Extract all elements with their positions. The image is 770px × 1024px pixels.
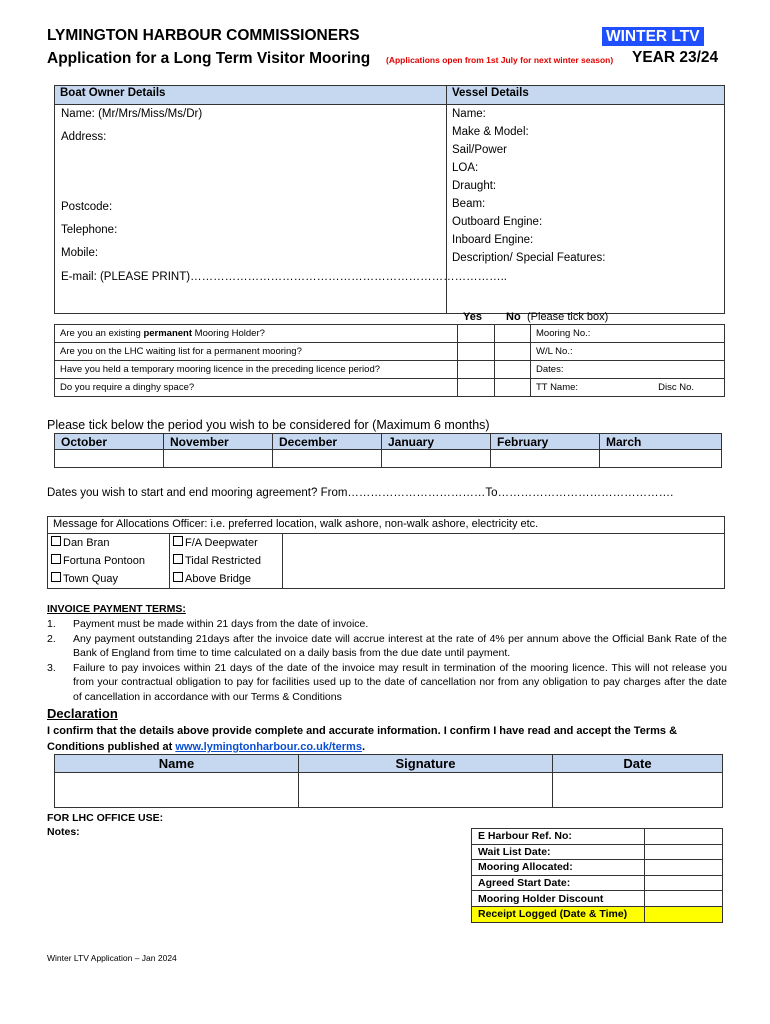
owner-postcode-field[interactable]: Postcode:	[61, 201, 113, 213]
notes-label: Notes:	[47, 826, 80, 838]
declaration-heading: Declaration	[47, 706, 118, 721]
office-use-label: FOR LHC OFFICE USE:	[47, 812, 164, 824]
location-options-col1	[48, 534, 170, 589]
office-row-label: Wait List Date:	[472, 844, 645, 860]
disc-no-label: Disc No.	[658, 382, 694, 393]
yes-checkbox[interactable]	[458, 325, 495, 343]
no-checkbox[interactable]	[495, 361, 531, 379]
invoice-heading: INVOICE PAYMENT TERMS:	[47, 603, 186, 615]
vessel-field[interactable]: LOA:	[452, 162, 479, 174]
name-column-header: Name	[55, 755, 299, 773]
invoice-terms	[47, 617, 727, 704]
month-tick-cell[interactable]	[382, 450, 491, 468]
terms-link[interactable]: www.lymingtonharbour.co.uk/terms	[175, 741, 362, 753]
option-tidal-restricted[interactable]: Tidal Restricted	[170, 552, 282, 570]
vessel-field[interactable]: Draught:	[452, 180, 497, 192]
yes-checkbox[interactable]	[458, 343, 495, 361]
org-name: LYMINGTON HARBOUR COMMISSIONERS	[47, 27, 360, 44]
yes-label: Yes	[463, 311, 482, 323]
office-value[interactable]	[645, 860, 723, 876]
vessel-field[interactable]: Make & Model:	[452, 126, 529, 138]
owner-email-field[interactable]: E-mail: (PLEASE PRINT)………………………………………………………………………..	[61, 271, 507, 283]
month-tick-cell[interactable]	[491, 450, 600, 468]
form-year: YEAR 23/24	[632, 49, 719, 66]
owner-telephone-field[interactable]: Telephone:	[61, 224, 118, 236]
checkbox-icon[interactable]	[173, 572, 183, 582]
checkbox-icon[interactable]	[173, 536, 183, 546]
date-column-header: Date	[553, 755, 723, 773]
month-tick-cell[interactable]	[55, 450, 164, 468]
signature-table	[54, 754, 723, 808]
details-table	[54, 85, 725, 314]
no-checkbox[interactable]	[495, 343, 531, 361]
office-value[interactable]	[645, 829, 723, 845]
invoice-term: 3. Failure to pay invoices within 21 days of the date of the invoice may result in termination of the mooring licence. This will not release you from your contractual obligation to pay for facilities used up to the date of cancellation nor from any obligation to pay charges after the date of cancellation in accordance with our Terms & Conditions	[47, 661, 727, 703]
vessel-field[interactable]: Inboard Engine:	[452, 234, 534, 246]
vessel-field[interactable]: Sail/Power	[452, 144, 507, 156]
office-row-label: Mooring Holder Discount	[472, 891, 645, 907]
vessel-field[interactable]: Beam:	[452, 198, 486, 210]
receipt-logged-value[interactable]	[645, 906, 723, 922]
owner-address-field[interactable]: Address:	[61, 131, 107, 143]
answer-cell[interactable]: Dates:	[531, 361, 725, 379]
owner-mobile-field[interactable]: Mobile:	[61, 247, 99, 259]
owner-name-field[interactable]: Name: (Mr/Mrs/Miss/Ms/Dr)	[61, 108, 203, 120]
answer-cell[interactable]: W/L No.:	[531, 343, 725, 361]
period-table	[54, 433, 722, 468]
applications-note: (Applications open from 1st July for next winter season)	[386, 55, 614, 65]
office-use	[47, 811, 163, 839]
vessel-field[interactable]: Outboard Engine:	[452, 216, 543, 228]
invoice-term: 2. Any payment outstanding 21days after the invoice date will accrue interest at the rate of 4% per annum above the Official Bank Rate of the Bank of England from time to time calculated on a daily basis from the due date until payment.	[47, 632, 727, 659]
month-january: January	[382, 434, 491, 450]
option-fa-deepwater[interactable]: F/A Deepwater	[170, 534, 282, 552]
message-table	[47, 516, 725, 589]
month-october: October	[55, 434, 164, 450]
winter-ltv-badge: WINTER LTV	[602, 27, 704, 46]
question-text: Are you on the LHC waiting list for a permanent mooring?	[55, 343, 458, 361]
office-table	[471, 828, 723, 923]
signature-column-header: Signature	[299, 755, 553, 773]
receipt-logged-label: Receipt Logged (Date & Time)	[472, 906, 645, 922]
invoice-term: 1. Payment must be made within 21 days from the date of invoice.	[47, 618, 369, 630]
office-value[interactable]	[645, 891, 723, 907]
option-fortuna-pontoon[interactable]: Fortuna Pontoon	[48, 552, 169, 570]
office-value[interactable]	[645, 875, 723, 891]
vessel-field[interactable]: Name:	[452, 108, 486, 120]
mooring-dates-line[interactable]: Dates you wish to start and end mooring agreement? From………………………………To……………………………………….	[47, 487, 674, 499]
month-tick-cell[interactable]	[273, 450, 382, 468]
question-text: Are you an existing permanent Mooring Holder?	[55, 325, 458, 343]
signature-input[interactable]	[299, 773, 553, 808]
period-question: Please tick below the period you wish to be considered for (Maximum 6 months)	[47, 418, 490, 432]
month-tick-cell[interactable]	[164, 450, 273, 468]
vessel-field[interactable]: Description/ Special Features:	[452, 252, 606, 264]
answer-cell[interactable]: TT Name: Disc No.	[531, 379, 725, 397]
month-march: March	[600, 434, 722, 450]
question-text: Do you require a dinghy space?	[55, 379, 458, 397]
yes-checkbox[interactable]	[458, 361, 495, 379]
message-label: Message for Allocations Officer: i.e. preferred location, walk ashore, non-walk ashore, electricity etc.	[48, 517, 725, 534]
no-checkbox[interactable]	[495, 379, 531, 397]
declaration-text: I confirm that the details above provide complete and accurate information. I confirm I have read and accept the Terms & Conditions published at www.lymingtonharbour.co.uk/terms.	[47, 725, 678, 753]
month-november: November	[164, 434, 273, 450]
option-dan-bran[interactable]: Dan Bran	[48, 534, 169, 552]
no-label: No	[506, 311, 521, 323]
checkbox-icon[interactable]	[51, 536, 61, 546]
office-row-label: E Harbour Ref. No:	[472, 829, 645, 845]
checkbox-icon[interactable]	[173, 554, 183, 564]
office-row-label: Mooring Allocated:	[472, 860, 645, 876]
option-above-bridge[interactable]: Above Bridge	[170, 570, 282, 588]
footer-text: Winter LTV Application – Jan 2024	[47, 953, 177, 963]
yes-checkbox[interactable]	[458, 379, 495, 397]
checkbox-icon[interactable]	[51, 572, 61, 582]
office-value[interactable]	[645, 844, 723, 860]
question-text: Have you held a temporary mooring licence in the preceding licence period?	[55, 361, 458, 379]
no-checkbox[interactable]	[495, 325, 531, 343]
office-row-label: Agreed Start Date:	[472, 875, 645, 891]
owner-heading: Boat Owner Details	[55, 86, 447, 105]
month-february: February	[491, 434, 600, 450]
month-december: December	[273, 434, 382, 450]
message-input[interactable]	[283, 534, 725, 589]
name-input[interactable]	[55, 773, 299, 808]
vessel-heading: Vessel Details	[447, 86, 725, 105]
form-title: Application for a Long Term Visitor Mooring	[47, 50, 371, 67]
answer-cell[interactable]: Mooring No.:	[531, 325, 725, 343]
month-tick-cell[interactable]	[600, 450, 722, 468]
option-town-quay[interactable]: Town Quay	[48, 570, 169, 588]
tick-instruction: (Please tick box)	[527, 311, 609, 323]
checkbox-icon[interactable]	[51, 554, 61, 564]
location-options-col2	[170, 534, 283, 589]
questions-table	[54, 324, 725, 397]
date-input[interactable]	[553, 773, 723, 808]
